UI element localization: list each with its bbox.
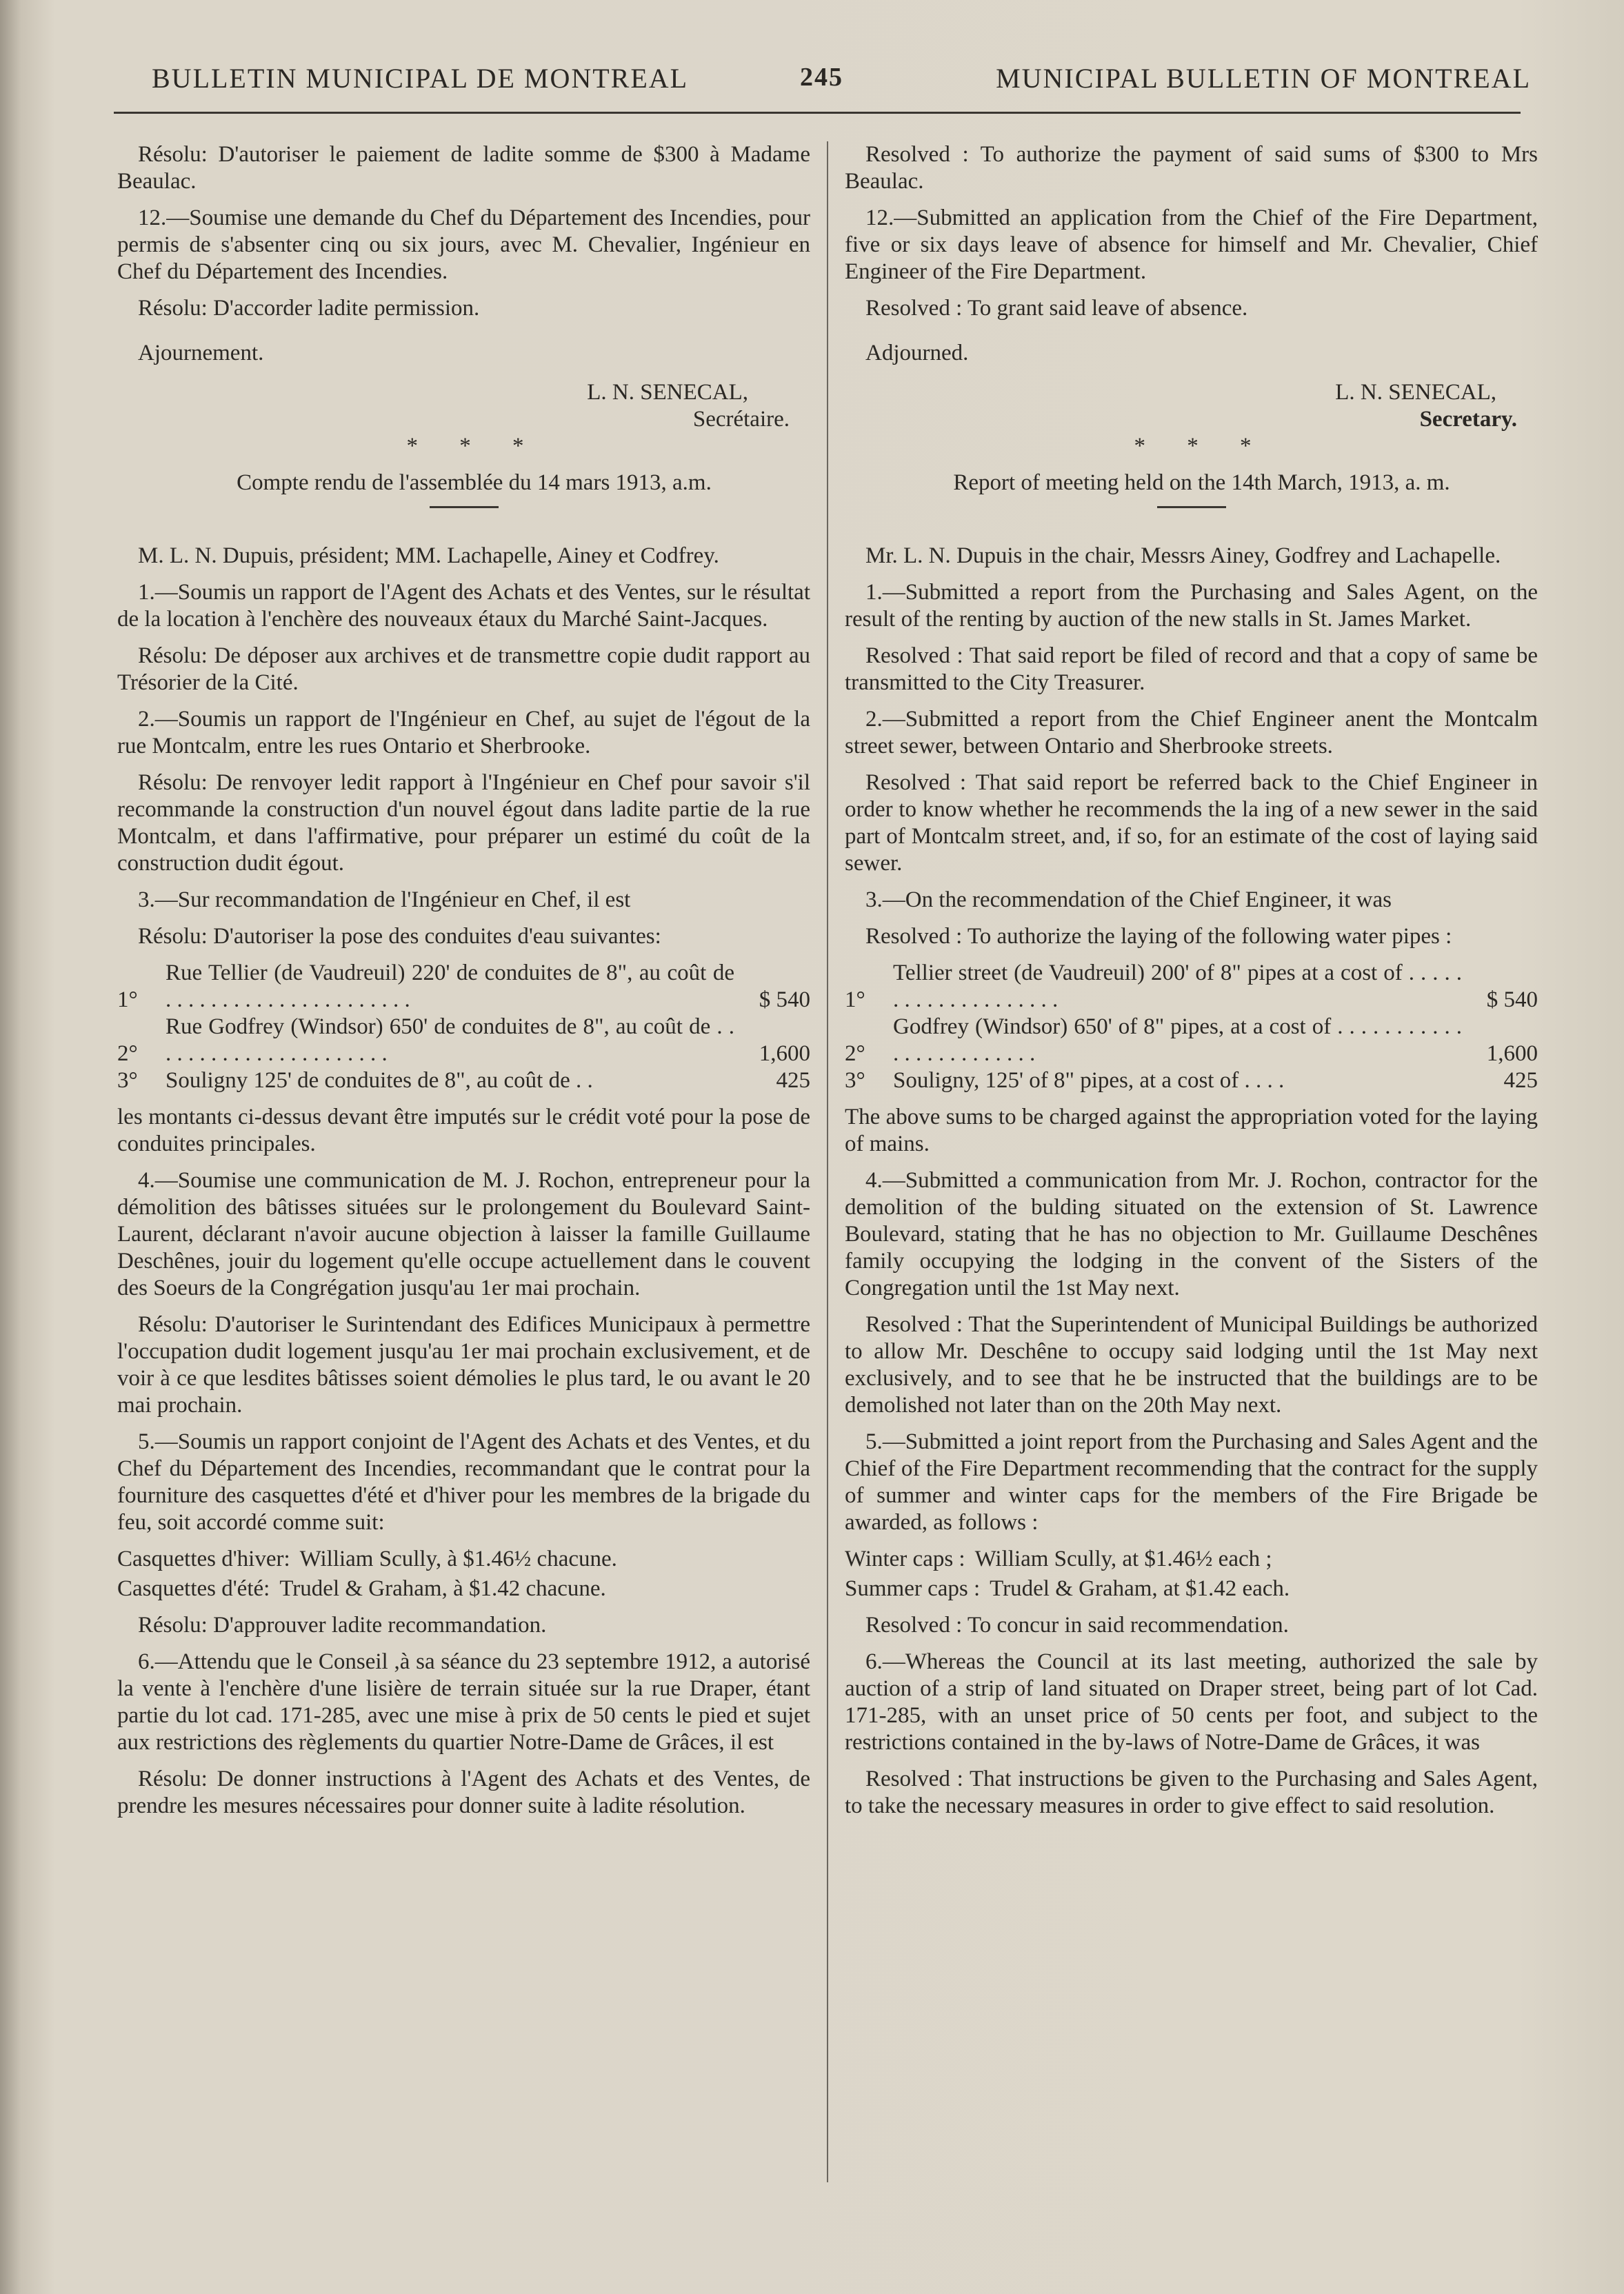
en-paragraph: Resolved : To grant said leave of absence. xyxy=(865,296,1248,321)
en-short-rule xyxy=(1157,506,1226,508)
en-signature xyxy=(845,379,1538,433)
header-title-fr: BULLETIN MUNICIPAL DE MONTREAL xyxy=(152,63,689,94)
fr-paragraph: 6.—Attendu que le Conseil ,à sa séance du 23 septembre 1912, a autorisé la vente à l'enchère d'une lisière de terrain située sur la rue Draper, étant partie du lot cad. 171-285, avec une mise à prix de 50 cents le pied et sujet aux restrictions des règlements du quartier Notre-Dame de Grâces, il est xyxy=(117,1649,810,1755)
en-paragraph: Mr. L. N. Dupuis in the chair, Messrs Ainey, Godfrey and Lachapelle. xyxy=(865,543,1501,568)
fr-caps-list xyxy=(117,1546,810,1602)
en-caps-row xyxy=(845,1576,1538,1602)
pipe-desc: Souligny, 125' of 8" pipes, at a cost of . . . . xyxy=(893,1068,1285,1093)
en-signature-title: Secretary. xyxy=(1419,407,1517,432)
pipe-desc: Souligny 125' de conduites de 8", au coût de . . xyxy=(166,1068,593,1093)
pipe-number: 1° xyxy=(117,987,138,1012)
en-pipe-row xyxy=(845,1067,1538,1094)
en-caps-row xyxy=(845,1546,1538,1573)
en-paragraph: Resolved : That the Superintendent of Municipal Buildings be authorized to allow Mr. Deschêne to occupy said lodging until the 1st May next exclusively, and to see that he be instructed that the buildings are to be demolished not later than on the 20th May next. xyxy=(845,1312,1538,1418)
fr-adjourn: Ajournement. xyxy=(138,341,264,365)
fr-paragraph: 3.—Sur recommandation de l'Ingénieur en Chef, il est xyxy=(138,887,631,912)
en-paragraph: 6.—Whereas the Council at its last meeting, authorized the sale by auction of a strip of land situated on Draper street, being part of lot Cad. 171-285, with an unset price of 50 cents per foot, and subject to the restrictions contained in the by-laws of Notre-Dame de Grâces, it was xyxy=(845,1649,1538,1755)
fr-signature-name: L. N. SENECAL, xyxy=(587,380,748,405)
en-paragraph: Resolved : To concur in said recommendation. xyxy=(865,1613,1289,1638)
en-caps-list xyxy=(845,1546,1538,1602)
fr-paragraph: 2.—Soumis un rapport de l'Ingénieur en Chef, au sujet de l'égout de la rue Montcalm, entre les rues Ontario et Sherbrooke. xyxy=(117,707,810,758)
fr-paragraph: 4.—Soumise une communication de M. J. Rochon, entrepreneur pour la démolition des bâtisses situées sur le prolongement du Boulevard Saint-Laurent, déclarant n'avoir aucune objection à laisser la famille Guillaume Deschênes, jouir du logement qu'elle occupe actuellement dans le couvent des Soeurs de la Congrégation jusqu'au 1er mai prochain. xyxy=(117,1168,810,1300)
pipe-desc: Tellier street (de Vaudreuil) 200' of 8" pipes at a cost of . . . . . . . . . . . . . . . . . . . . xyxy=(893,960,1462,1012)
en-paragraph: The above sums to be charged against the appropriation voted for the laying of mains. xyxy=(845,1105,1538,1156)
page-header xyxy=(110,55,1531,110)
fr-paragraph: Résolu: D'autoriser le Surintendant des Edifices Municipaux à permettre l'occupation dudit logement jusqu'au 1er mai prochain exclusivement, et de voir à ce que lesdites bâtisses soient démolies le plus tard, le ou avant le 20 mai prochain. xyxy=(117,1312,810,1418)
en-paragraph: 1.—Submitted a report from the Purchasing and Sales Agent, on the result of the renting by auction of the new stalls in St. James Market. xyxy=(845,580,1538,632)
en-pipe-row xyxy=(845,1014,1538,1067)
en-pipes-list xyxy=(845,960,1538,1094)
fr-signature xyxy=(117,379,810,433)
en-paragraph: Resolved : That instructions be given to the Purchasing and Sales Agent, to take the necessary measures in order to give effect to said resolution. xyxy=(845,1767,1538,1818)
fr-paragraph: les montants ci-dessus devant être imputés sur le crédit voté pour la pose de conduites principales. xyxy=(117,1105,810,1156)
caps-label: Casquettes d'été: xyxy=(117,1576,270,1601)
fr-paragraph: 5.—Soumis un rapport conjoint de l'Agent des Achats et des Ventes, et du Chef du Département des Incendies, recommandant que le contrat pour la fourniture des casquettes d'été et d'hiver pour les membres de la brigade du feu, soit accordé comme suit: xyxy=(117,1429,810,1535)
fr-caps-row xyxy=(117,1546,810,1573)
fr-pipes-list xyxy=(117,960,810,1094)
pipe-desc: Rue Godfrey (Windsor) 650' de conduites de 8", au coût de . . . . . . . . . . . . . . . . . . . . . . xyxy=(166,1014,734,1066)
fr-paragraph: Résolu: De renvoyer ledit rapport à l'Ingénieur en Chef pour savoir s'il recommande la construction d'un nouvel égout dans ladite partie de la rue Montcalm, et dans l'affirmative, pour préparer un estimé du coût de la construction dudit égout. xyxy=(117,770,810,876)
fr-paragraph: Résolu: De déposer aux archives et de transmettre copie dudit rapport au Trésorier de la Cité. xyxy=(117,643,810,695)
pipe-amount: 1,600 xyxy=(1486,1041,1538,1066)
fr-pipe-row xyxy=(117,1067,810,1094)
fr-paragraph: M. L. N. Dupuis, président; MM. Lachapelle, Ainey et Codfrey. xyxy=(138,543,719,568)
fr-paragraph: 1.—Soumis un rapport de l'Agent des Achats et des Ventes, sur le résultat de la location à l'enchère des nouveaux étaux du Marché Saint-Jacques. xyxy=(117,580,810,632)
en-paragraph: Resolved : To authorize the laying of the following water pipes : xyxy=(865,924,1452,949)
french-column xyxy=(117,141,810,1829)
pipe-amount: $ 540 xyxy=(759,987,810,1012)
pipe-number: 1° xyxy=(845,987,865,1012)
fr-paragraph: Résolu: D'approuver ladite recommandation. xyxy=(138,1613,547,1638)
caps-label: Winter caps : xyxy=(845,1547,965,1571)
fr-report-heading: Compte rendu de l'assemblée du 14 mars 1913, a.m. xyxy=(237,470,712,495)
en-pipe-row xyxy=(845,960,1538,1014)
fr-short-rule xyxy=(430,506,499,508)
en-paragraph: 5.—Submitted a joint report from the Purchasing and Sales Agent and the Chief of the Fire Department recommending that the contract for the supply of summer and winter caps for the members of the Fire Brigade be awarded, as follows : xyxy=(845,1429,1538,1535)
pipe-number: 2° xyxy=(117,1041,138,1066)
page-number: 245 xyxy=(800,63,843,92)
caps-value: William Scully, à $1.46½ chacune. xyxy=(299,1547,617,1571)
en-adjourn: Adjourned. xyxy=(865,341,969,365)
header-rule xyxy=(114,112,1521,114)
en-paragraph: Resolved : To authorize the payment of said sums of $300 to Mrs Beaulac. xyxy=(845,142,1538,194)
caps-value: Trudel & Graham, at $1.42 each. xyxy=(990,1576,1290,1601)
caps-label: Summer caps : xyxy=(845,1576,981,1601)
en-paragraph: 12.—Submitted an application from the Chief of the Fire Department, five or six days leave of absence for himself and Mr. Chevalier, Chief Engineer of the Fire Department. xyxy=(845,205,1538,284)
en-paragraph: Resolved : That said report be referred back to the Chief Engineer in order to know whether he recommends the la ing of a new sewer in the said part of Montcalm street, and, if so, for an estimate of the cost of laying said sewer. xyxy=(845,770,1538,876)
en-paragraph: 2.—Submitted a report from the Chief Engineer anent the Montcalm street sewer, between Ontario and Sherbrooke streets. xyxy=(845,707,1538,758)
pipe-amount: $ 540 xyxy=(1486,987,1538,1012)
fr-stars: * * * xyxy=(406,434,542,459)
caps-value: Trudel & Graham, à $1.42 chacune. xyxy=(279,1576,606,1601)
pipe-amount: 1,600 xyxy=(759,1041,810,1066)
fr-paragraph: Résolu: D'accorder ladite permission. xyxy=(138,296,480,321)
caps-value: William Scully, at $1.46½ each ; xyxy=(974,1547,1272,1571)
english-column xyxy=(845,141,1538,1829)
header-title-en: MUNICIPAL BULLETIN OF MONTREAL xyxy=(996,63,1531,94)
pipe-number: 3° xyxy=(845,1068,865,1093)
en-paragraph: Resolved : That said report be filed of record and that a copy of same be transmitted to the City Treasurer. xyxy=(845,643,1538,695)
fr-caps-row xyxy=(117,1576,810,1602)
caps-label: Casquettes d'hiver: xyxy=(117,1547,290,1571)
pipe-amount: 425 xyxy=(1503,1068,1538,1093)
pipe-desc: Rue Tellier (de Vaudreuil) 220' de conduites de 8", au coût de . . . . . . . . . . . . . . . . . . . . . . xyxy=(166,960,734,1012)
fr-paragraph: Résolu: D'autoriser la pose des conduites d'eau suivantes: xyxy=(138,924,661,949)
fr-paragraph: Résolu: De donner instructions à l'Agent des Achats et des Ventes, de prendre les mesures nécessaires pour donner suite à ladite résolution. xyxy=(117,1767,810,1818)
pipe-number: 2° xyxy=(845,1041,865,1066)
pipe-amount: 425 xyxy=(776,1068,810,1093)
column-divider xyxy=(827,141,828,2182)
fr-pipe-row xyxy=(117,1014,810,1067)
fr-pipe-row xyxy=(117,960,810,1014)
pipe-desc: Godfrey (Windsor) 650' of 8" pipes, at a cost of . . . . . . . . . . . . . . . . . . . . . . . . xyxy=(893,1014,1462,1066)
fr-paragraph: 12.—Soumise une demande du Chef du Département des Incendies, pour permis de s'absenter cinq ou six jours, avec M. Chevalier, Ingénieur en Chef du Département des Incendies. xyxy=(117,205,810,284)
en-report-heading: Report of meeting held on the 14th March, 1913, a. m. xyxy=(953,470,1450,495)
pipe-number: 3° xyxy=(117,1068,138,1093)
en-stars: * * * xyxy=(1134,434,1270,459)
en-paragraph: 3.—On the recommendation of the Chief Engineer, it was xyxy=(865,887,1392,912)
fr-paragraph: Résolu: D'autoriser le paiement de ladite somme de $300 à Madame Beaulac. xyxy=(117,142,810,194)
fr-signature-title: Secrétaire. xyxy=(692,407,790,432)
en-signature-name: L. N. SENECAL, xyxy=(1335,380,1496,405)
en-paragraph: 4.—Submitted a communication from Mr. J. Rochon, contractor for the demolition of the bulding situated on the extension of St. Lawrence Boulevard, stating that he has no objection to Mr. Guillaume Deschênes family occupying the lodging in the convent of the Sisters of the Congregation until the 1st May next. xyxy=(845,1168,1538,1300)
